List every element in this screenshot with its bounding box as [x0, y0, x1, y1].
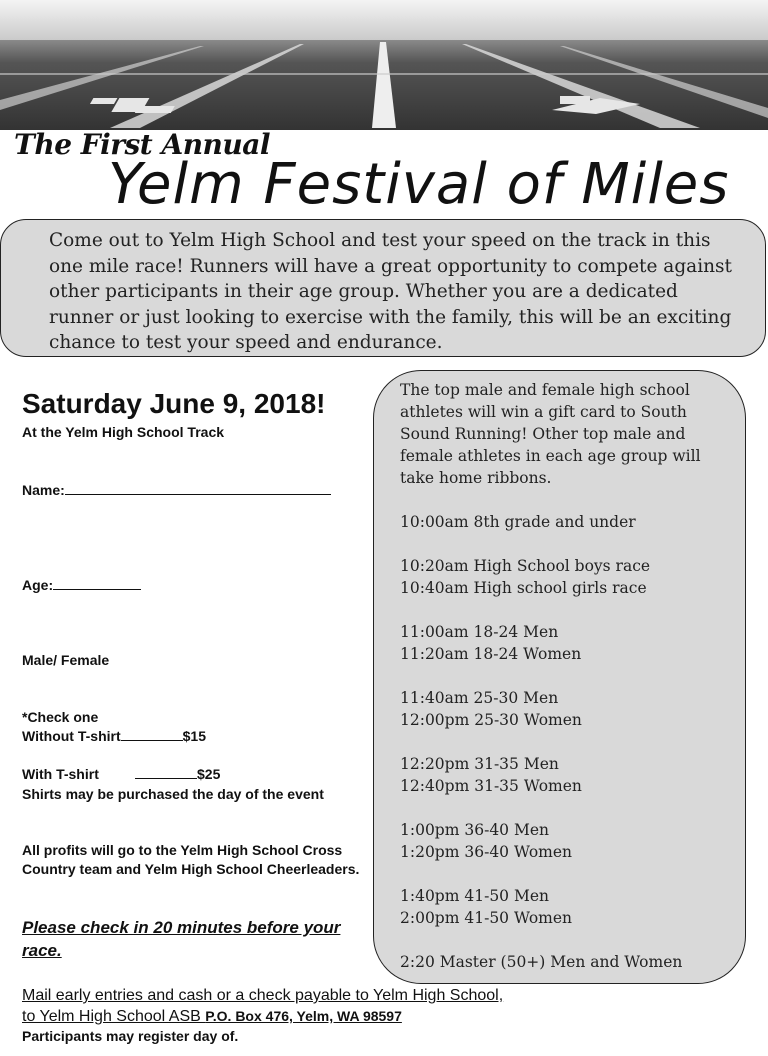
check-one-label: *Check one [22, 709, 99, 725]
name-field[interactable] [22, 482, 331, 498]
option1-blank[interactable] [121, 729, 183, 741]
option2-blank[interactable] [135, 767, 197, 779]
option-without-shirt[interactable] [22, 728, 206, 744]
schedule-item: 12:00pm 25-30 Women [400, 711, 582, 729]
schedule-group [400, 753, 725, 797]
mail-line-2 [22, 1006, 503, 1027]
name-label: Name: [22, 482, 65, 498]
option2-label: With T-shirt [22, 766, 99, 782]
awards-text: The top male and female high school athletes will win a gift card to South Sound Running! Other top male and female athletes in each age group will take home ribbons. [400, 381, 701, 487]
event-date: Saturday June 9, 2018! [22, 388, 326, 419]
option1-label: Without T-shirt [22, 728, 121, 744]
schedule-group [400, 951, 725, 973]
schedule-item: 10:40am High school girls race [400, 579, 647, 597]
option2-price: $25 [197, 766, 221, 782]
mail-address: P.O. Box 476, Yelm, WA 98597 [205, 1008, 402, 1024]
track-header-image [0, 0, 768, 130]
schedule-item: 1:20pm 36-40 Women [400, 843, 573, 861]
age-blank[interactable] [53, 578, 141, 590]
mail-line-1: Mail early entries and cash or a check payable to Yelm High School, [22, 987, 504, 1004]
schedule-item: 1:40pm 41-50 Men [400, 887, 549, 905]
profits-note: All profits will go to the Yelm High School Cross Country team and Yelm High School Cheerleaders. [22, 842, 360, 877]
schedule-group [400, 819, 725, 863]
schedule-item: 2:00pm 41-50 Women [400, 909, 573, 927]
gender-label: Male/ Female [22, 652, 110, 668]
age-label: Age: [22, 577, 54, 593]
register-day-note: Participants may register day of. [22, 1028, 239, 1044]
page-title: Yelm Festival of Miles [108, 152, 730, 217]
intro-text: Come out to Yelm High School and test your speed on the track in this one mile race! Runners will have a great opportunity to compete against other participants in their age group. Whether you are a dedicated runner or just looking to exercise with the family, this will be an exciting chance to test your speed and endurance. [49, 230, 732, 353]
race-schedule-panel [373, 370, 746, 984]
schedule-item: 10:00am 8th grade and under [400, 513, 636, 531]
header-subtitle: The First Annual [14, 128, 271, 161]
schedule-item: 12:20pm 31-35 Men [400, 755, 559, 773]
schedule-item: 2:20 Master (50+) Men and Women [400, 953, 683, 971]
schedule-item: 11:20am 18-24 Women [400, 645, 582, 663]
mail-instructions [22, 985, 503, 1027]
schedule-group [400, 687, 725, 731]
mail-line-2a: to Yelm High School ASB [22, 1008, 206, 1025]
schedule-group [400, 555, 725, 599]
running-track-illustration [0, 0, 768, 130]
shirts-note: Shirts may be purchased the day of the event [22, 786, 324, 802]
intro-callout [0, 219, 766, 357]
option-with-shirt[interactable] [22, 766, 220, 782]
option1-price: $15 [182, 728, 206, 744]
schedule-item: 1:00pm 36-40 Men [400, 821, 549, 839]
age-field[interactable] [22, 577, 141, 593]
schedule-list [400, 511, 725, 973]
schedule-item: 11:00am 18-24 Men [400, 623, 559, 641]
schedule-item: 11:40am 25-30 Men [400, 689, 559, 707]
name-blank[interactable] [65, 483, 331, 495]
schedule-group [400, 885, 725, 929]
schedule-item: 10:20am High School boys race [400, 557, 651, 575]
schedule-group [400, 621, 725, 665]
event-location: At the Yelm High School Track [22, 424, 225, 440]
schedule-group [400, 511, 725, 533]
checkin-note: Please check in 20 minutes before your race. [22, 918, 341, 960]
schedule-item: 12:40pm 31-35 Women [400, 777, 582, 795]
